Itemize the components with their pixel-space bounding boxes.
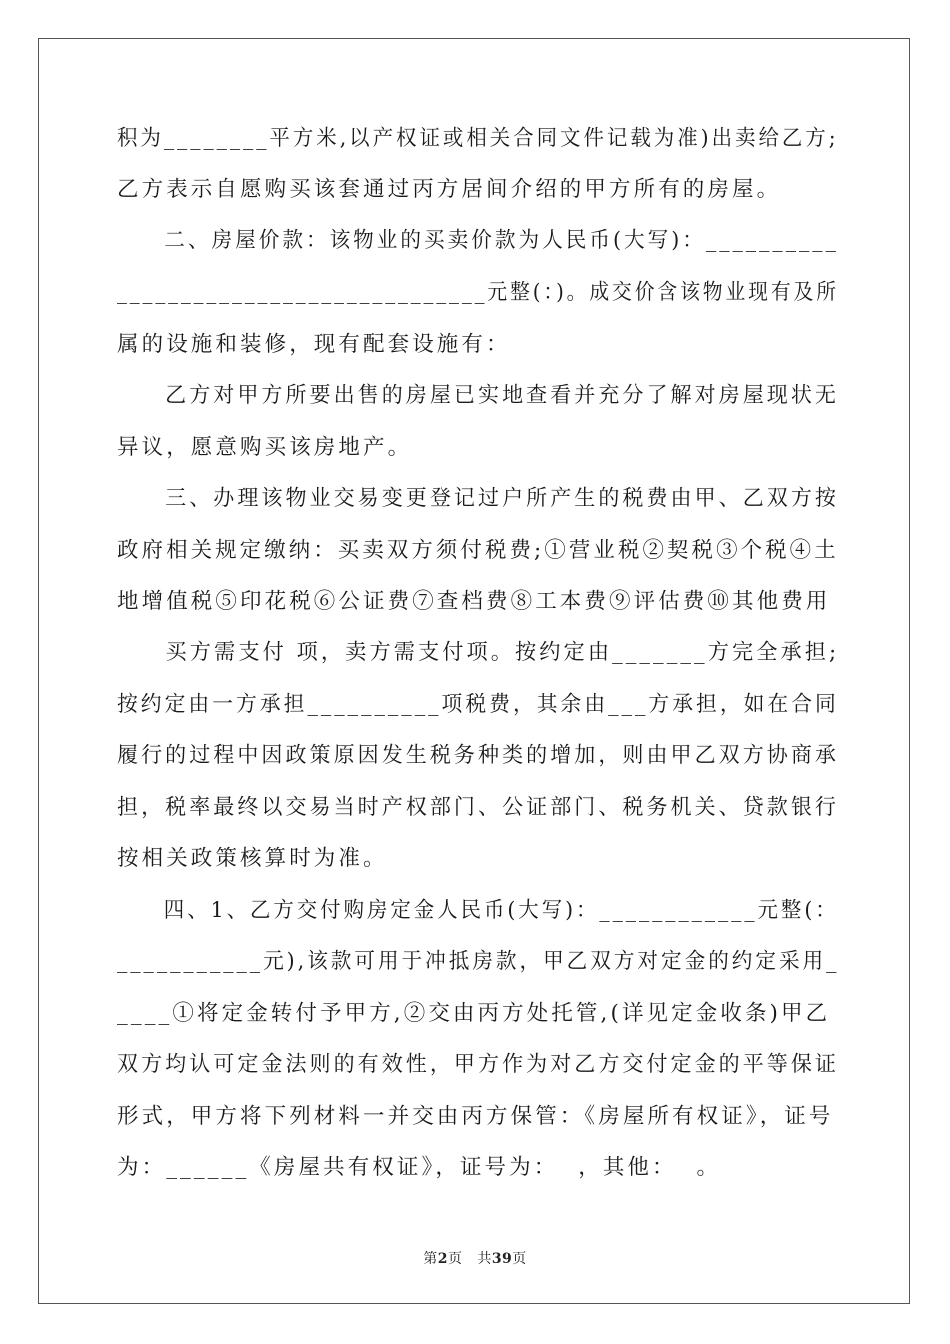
text-line-10: 地增值税⑤印花税⑥公证费⑦查档费⑧工本费⑨评估费⑩其他费用 — [117, 589, 831, 614]
text-line-14: 担，税率最终以交易当时产权部门、公证部门、税务机关、贷款银行 — [117, 795, 840, 820]
text-line-19: 双方均认可定金法则的有效性，甲方作为对乙方交付定金的平等保证 — [117, 1052, 840, 1077]
text-line-17: ___________元),该款可用于冲抵房款，甲乙双方对定金的约定采用_ — [117, 949, 840, 974]
text-line-7: 异议，愿意购买该房地产。 — [117, 435, 413, 460]
text-line-6: 乙方对甲方所要出售的房屋已实地查看并充分了解对房屋现状无 — [117, 383, 840, 408]
text-line-2: 乙方表示自愿购买该套通过丙方居间介绍的甲方所有的房屋。 — [117, 177, 782, 202]
text-line-16: 四、1、乙方交付购房定金人民币(大写)：____________元整(： — [117, 898, 839, 923]
text-line-15: 按相关政策核算时为准。 — [117, 846, 388, 871]
text-line-5: 属的设施和装修，现有配套设施有： — [117, 332, 511, 357]
total-pages: 39 — [491, 1251, 513, 1267]
page-footer — [0, 1248, 950, 1268]
page-number: 2 — [437, 1251, 448, 1267]
text-line-3: 二、房屋价款：该物业的买卖价款为人民币(大写)：__________ — [117, 228, 839, 253]
text-line-12: 按约定由一方承担__________项税费，其余由___方承担，如在合同 — [117, 692, 839, 717]
total-prefix: 共 — [477, 1251, 492, 1267]
text-line-4: _____________________________元整(：)。成交价含该物业现有及所 — [117, 280, 839, 305]
text-line-8: 三、办理该物业交易变更登记过户所产生的税费由甲、乙双方按 — [117, 486, 840, 511]
page-prefix: 第 — [423, 1251, 438, 1267]
text-line-1: 积为________平方米,以产权证或相关合同文件记载为准)出卖给乙方; — [117, 126, 839, 151]
text-line-9: 政府相关规定缴纳：买卖双方须付税费;①营业税②契税③个税④土 — [117, 538, 839, 563]
page-suffix: 页 — [447, 1251, 463, 1267]
total-suffix: 页 — [512, 1251, 527, 1267]
text-line-18: ____①将定金转付予甲方,②交由丙方处托管,(详见定金收条)甲乙 — [117, 1001, 831, 1026]
text-line-20: 形式，甲方将下列材料一并交由丙方保管：《房屋所有权证》，证号 — [117, 1104, 834, 1129]
text-line-11: 买方需支付 项，卖方需支付项。按约定由_______方完全承担; — [117, 640, 840, 665]
text-line-21: 为：______《房屋共有权证》，证号为： ，其他： 。 — [117, 1155, 722, 1180]
text-line-13: 履行的过程中因政策原因发生税务种类的增加，则由甲乙双方协商承 — [117, 743, 840, 768]
